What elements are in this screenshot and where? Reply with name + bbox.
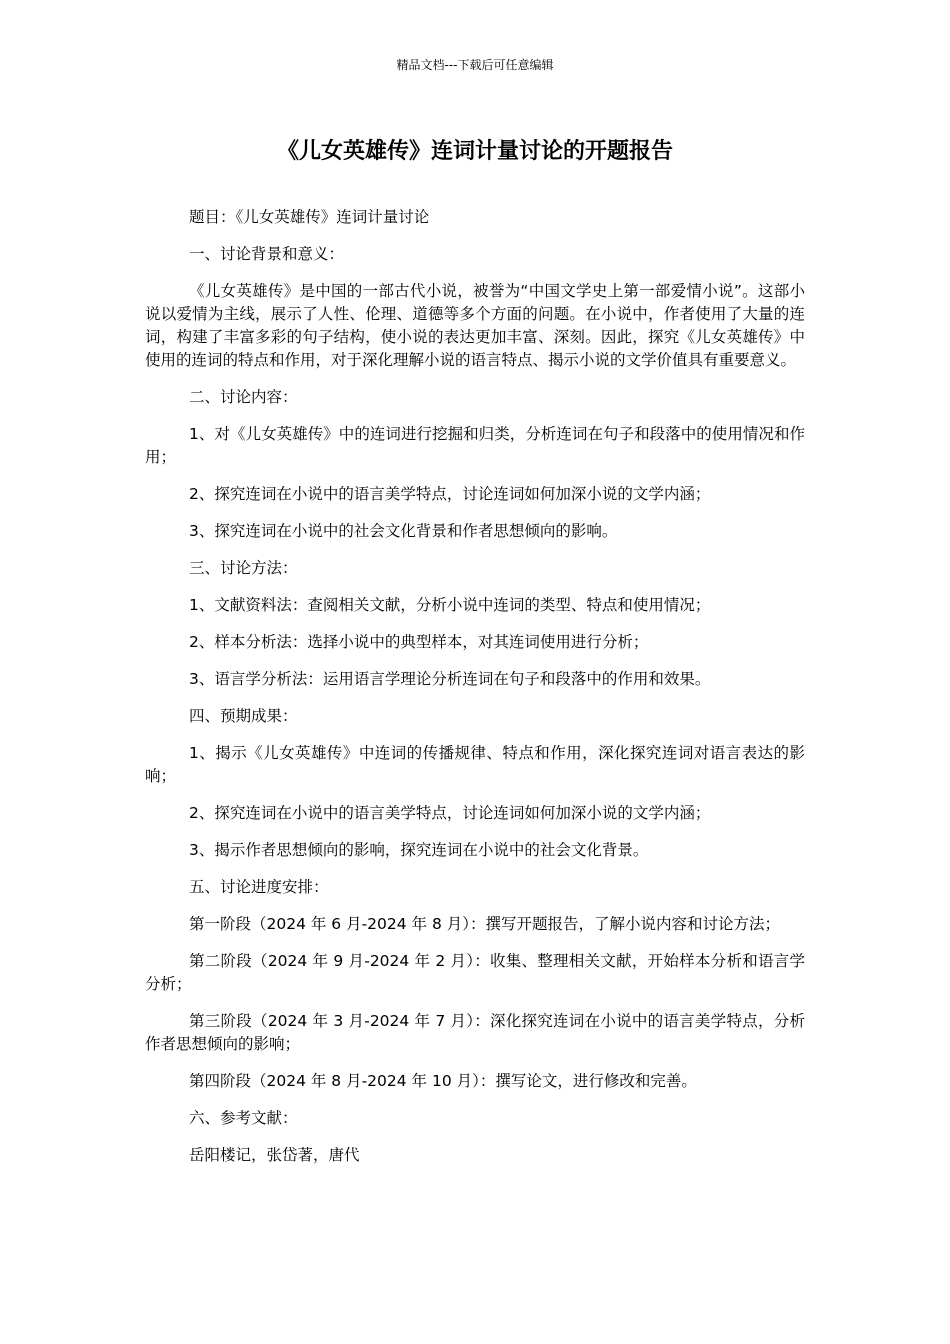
method-item-3: 3、语言学分析法：运用语言学理论分析连词在句子和段落中的作用和效果。 — [189, 670, 711, 688]
content-item-2: 2、探究连词在小说中的语言美学特点，讨论连词如何加深小说的文学内涵； — [189, 485, 711, 503]
section-heading-background: 一、讨论背景和意义： — [189, 245, 345, 263]
topic-line: 题目：《儿女英雄传》连词计量讨论 — [189, 208, 430, 226]
schedule-item-1: 第一阶段（2024 年 6 月-2024 年 8 月）：撰写开题报告，了解小说内容和讨论方法； — [189, 915, 781, 933]
schedule-item-3: 第三阶段（2024 年 3 月-2024 年 7 月）：深化探究连词在小说中的语言美学特点，分析作者思想倾向的影响； — [145, 1012, 805, 1053]
method-item-2: 2、样本分析法：选择小说中的典型样本，对其连词使用进行分析； — [189, 633, 649, 651]
content-item-3: 3、探究连词在小说中的社会文化背景和作者思想倾向的影响。 — [189, 522, 618, 540]
outcome-item-3: 3、揭示作者思想倾向的影响，探究连词在小说中的社会文化背景。 — [189, 841, 649, 859]
content-item-1: 1、对《儿女英雄传》中的连词进行挖掘和归类，分析连词在句子和段落中的使用情况和作用； — [145, 425, 805, 466]
document-title: 《儿女英雄传》连词计量讨论的开题报告 — [276, 139, 673, 164]
outcome-item-2: 2、探究连词在小说中的语言美学特点，讨论连词如何加深小说的文学内涵； — [189, 804, 711, 822]
background-paragraph: 《儿女英雄传》是中国的一部古代小说，被誉为“中国文学史上第一部爱情小说”。这部小说以爱情为主线，展示了人性、伦理、道德等多个方面的问题。在小说中，作者使用了大量的连词，构建了丰富多彩的句子结构，使小说的表达更加丰富、深刻。因此，探究《儿女英雄传》中使用的连词的特点和作用，对于深化理解小说的语言特点、揭示小说的文学价值具有重要意义。 — [145, 282, 805, 369]
section-heading-schedule: 五、讨论进度安排： — [189, 878, 329, 896]
section-heading-outcomes: 四、预期成果： — [189, 707, 298, 725]
document-body — [145, 206, 805, 1181]
page-header-note: 精品文档---下载后可任意编辑 — [396, 58, 554, 72]
section-heading-methods: 三、讨论方法： — [189, 559, 298, 577]
section-heading-content: 二、讨论内容： — [189, 388, 298, 406]
section-heading-references: 六、参考文献： — [189, 1109, 298, 1127]
schedule-item-2: 第二阶段（2024 年 9 月-2024 年 2 月）：收集、整理相关文献，开始样本分析和语言学分析； — [145, 952, 805, 993]
outcome-item-1: 1、揭示《儿女英雄传》中连词的传播规律、特点和作用，深化探究连词对语言表达的影响； — [145, 744, 805, 785]
schedule-item-4: 第四阶段（2024 年 8 月-2024 年 10 月）：撰写论文，进行修改和完善。 — [189, 1072, 697, 1090]
method-item-1: 1、文献资料法：查阅相关文献，分析小说中连词的类型、特点和使用情况； — [189, 596, 711, 614]
reference-item-1: 岳阳楼记，张岱著，唐代 — [189, 1146, 360, 1164]
